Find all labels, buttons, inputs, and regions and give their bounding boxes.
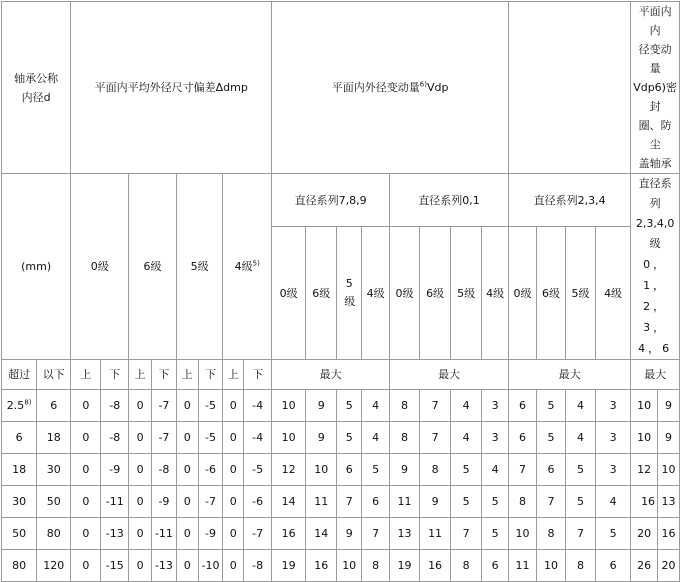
grade-6-header: 6级 <box>129 174 177 360</box>
sealed-cell: 9 <box>658 422 680 454</box>
dev-cell: 0 <box>71 486 101 518</box>
vdp-cell: 4 <box>482 454 509 486</box>
dev-cell: -8 <box>244 550 272 582</box>
grade-0-lower: 下 <box>101 360 129 390</box>
vdp-cell: 10 <box>537 550 566 582</box>
vdp-cell: 10 <box>306 454 337 486</box>
vdp-cell: 7 <box>509 454 537 486</box>
sealed-series-header: 直径系列 2,3,4,0级 0，1，2， 3，4，6 <box>631 174 680 360</box>
dev-cell: 0 <box>176 550 198 582</box>
unit-cell: (mm) <box>2 174 71 360</box>
vdp-cell: 5 <box>451 486 482 518</box>
vdp-cell: 19 <box>390 550 420 582</box>
vdp-01-grade-4: 4级 <box>482 227 509 360</box>
upto-cell: 120 <box>37 550 71 582</box>
vdp-cell: 14 <box>272 486 306 518</box>
vdp-cell: 4 <box>362 390 390 422</box>
vdp-cell: 11 <box>390 486 420 518</box>
vdp-cell: 8 <box>390 390 420 422</box>
vdp-234-grade-5: 5级 <box>565 227 595 360</box>
vdp-cell: 19 <box>272 550 306 582</box>
dev-cell: 0 <box>176 486 198 518</box>
sealed-cell: 20 <box>631 518 658 550</box>
vdp-cell: 4 <box>565 422 595 454</box>
vdp-cell: 6 <box>482 550 509 582</box>
dev-cell: -5 <box>244 454 272 486</box>
dev-cell: 0 <box>129 390 152 422</box>
dev-cell: -7 <box>152 422 177 454</box>
dev-cell: -11 <box>152 518 177 550</box>
dev-cell: -9 <box>101 454 129 486</box>
dev-cell: -5 <box>198 422 223 454</box>
grade-0-upper: 上 <box>71 360 101 390</box>
vdp-cell: 16 <box>420 550 451 582</box>
vdp-cell: 5 <box>537 390 566 422</box>
vdp-cell: 7 <box>420 390 451 422</box>
upto-header: 以下 <box>37 360 71 390</box>
vdp-cell: 7 <box>565 518 595 550</box>
vdp-header: 平面内外径变动量$^{6)}$Vdp <box>272 2 509 174</box>
vdp-cell: 7 <box>337 486 362 518</box>
sealed-cell: 9 <box>658 390 680 422</box>
vdp-cell: 8 <box>451 550 482 582</box>
vdp-cell: 12 <box>272 454 306 486</box>
table-row <box>2 390 680 422</box>
grade-5-header: 5级 <box>176 174 223 360</box>
dev-cell: 0 <box>71 390 101 422</box>
vdp-cell: 5 <box>482 486 509 518</box>
table-row <box>2 454 680 486</box>
vdp-789-grade-4: 4级 <box>362 227 390 360</box>
vdp-cell: 4 <box>362 422 390 454</box>
bore-label-line2: 内径d <box>21 90 51 104</box>
header-row-1 <box>2 2 680 174</box>
vdp-cell: 3 <box>595 422 630 454</box>
dev-cell: 0 <box>223 486 244 518</box>
header-row-4 <box>2 360 680 390</box>
vdp-cell: 8 <box>390 422 420 454</box>
dev-cell: 0 <box>176 390 198 422</box>
vdp-01-grade-5: 5级 <box>451 227 482 360</box>
vdp-cell: 7 <box>362 518 390 550</box>
vdp-cell: 9 <box>306 390 337 422</box>
vdp-cell: 6 <box>337 454 362 486</box>
sealed-cell: 20 <box>658 550 680 582</box>
table-row <box>2 422 680 454</box>
dev-cell: 0 <box>176 422 198 454</box>
vdp-cell: 8 <box>537 518 566 550</box>
grade-4-header: 4级$^{5)}$ <box>223 174 272 360</box>
bore-label-line1: 轴承公称 <box>14 71 59 85</box>
dev-cell: -9 <box>198 518 223 550</box>
upto-cell: 80 <box>37 518 71 550</box>
sealed-cell: 10 <box>631 422 658 454</box>
dev-cell: -4 <box>244 422 272 454</box>
grade-5-lower: 下 <box>198 360 223 390</box>
vdp-cell: 7 <box>537 486 566 518</box>
vdp-cell: 6 <box>509 390 537 422</box>
over-cell: 6 <box>2 422 37 454</box>
vdp-cell: 5 <box>537 422 566 454</box>
grade-5-upper: 上 <box>176 360 198 390</box>
table-row <box>2 486 680 518</box>
vdp-cell: 4 <box>451 422 482 454</box>
dev-cell: 0 <box>129 422 152 454</box>
max-234: 最大 <box>509 360 631 390</box>
upto-cell: 18 <box>37 422 71 454</box>
dev-cell: 0 <box>129 518 152 550</box>
vdp-cell: 9 <box>306 422 337 454</box>
upto-cell: 50 <box>37 486 71 518</box>
vdp-cell: 4 <box>595 486 630 518</box>
tolerance-table <box>1 1 680 582</box>
vdp-cell: 9 <box>337 518 362 550</box>
sealed-cell: 10 <box>631 390 658 422</box>
dev-cell: 0 <box>129 550 152 582</box>
vdp-cell: 6 <box>595 550 630 582</box>
vdp-cell: 5 <box>482 518 509 550</box>
vdp-789-grade-5: 5 级 <box>337 227 362 360</box>
vdp-cell: 10 <box>272 390 306 422</box>
dev-cell: 0 <box>223 550 244 582</box>
dev-cell: -4 <box>244 390 272 422</box>
dev-cell: 0 <box>71 454 101 486</box>
dev-cell: -10 <box>198 550 223 582</box>
series-234-header: 直径系列2,3,4 <box>509 174 631 227</box>
dev-cell: 0 <box>71 550 101 582</box>
grade-0-header: 0级 <box>71 174 129 360</box>
vdp-cell: 3 <box>482 390 509 422</box>
vdp-234-grade-0: 0级 <box>509 227 537 360</box>
vdp-cell: 3 <box>595 454 630 486</box>
dev-cell: -13 <box>152 550 177 582</box>
sealed-cell: 12 <box>631 454 658 486</box>
vdp-cell: 10 <box>337 550 362 582</box>
bore-diameter-header <box>2 2 71 174</box>
grade-6-upper: 上 <box>129 360 152 390</box>
max-789: 最大 <box>272 360 390 390</box>
vdp-cell: 5 <box>337 422 362 454</box>
vdp-cell: 9 <box>420 486 451 518</box>
dev-cell: -7 <box>244 518 272 550</box>
over-header: 超过 <box>2 360 37 390</box>
vdp-cell: 4 <box>451 390 482 422</box>
footnote-8: 8) <box>24 398 32 407</box>
dev-cell: 0 <box>71 518 101 550</box>
grade-4-upper: 上 <box>223 360 244 390</box>
series-789-header: 直径系列7,8,9 <box>272 174 390 227</box>
table-row <box>2 518 680 550</box>
dev-cell: -15 <box>101 550 129 582</box>
upto-cell: 30 <box>37 454 71 486</box>
vdp-cell: 5 <box>565 486 595 518</box>
dev-cell: 0 <box>176 454 198 486</box>
max-01: 最大 <box>390 360 509 390</box>
dev-cell: -5 <box>198 390 223 422</box>
sealed-vdp-header: 平面内内 径变动量 Vdp6)密封 圈、防尘 盖轴承 <box>631 2 680 174</box>
vdp-234-grade-4: 4级 <box>595 227 630 360</box>
vdp-cell: 6 <box>537 454 566 486</box>
dev-cell: 0 <box>223 390 244 422</box>
vdp-cell: 6 <box>362 486 390 518</box>
vdp-header-blank <box>509 2 631 174</box>
vdp-cell: 4 <box>565 390 595 422</box>
grade-6-lower: 下 <box>152 360 177 390</box>
dev-cell: 0 <box>223 518 244 550</box>
over-cell: 50 <box>2 518 37 550</box>
dev-cell: 0 <box>129 454 152 486</box>
sealed-cell: 13 <box>658 486 680 518</box>
over-cell: 80 <box>2 550 37 582</box>
dev-cell: 0 <box>223 422 244 454</box>
vdp-01-grade-0: 0级 <box>390 227 420 360</box>
vdp-789-grade-0: 0级 <box>272 227 306 360</box>
dev-cell: -8 <box>101 422 129 454</box>
series-01-header: 直径系列0,1 <box>390 174 509 227</box>
dev-cell: 0 <box>176 518 198 550</box>
vdp-cell: 5 <box>595 518 630 550</box>
over-cell: 30 <box>2 486 37 518</box>
table-row <box>2 550 680 582</box>
vdp-234-grade-6: 6级 <box>537 227 566 360</box>
over-cell: 18 <box>2 454 37 486</box>
max-sealed: 最大 <box>631 360 680 390</box>
dev-cell: -6 <box>198 454 223 486</box>
vdp-cell: 11 <box>509 550 537 582</box>
upto-cell: 6 <box>37 390 71 422</box>
sealed-cell: 10 <box>658 454 680 486</box>
vdp-cell: 3 <box>595 390 630 422</box>
vdp-cell: 16 <box>272 518 306 550</box>
dev-cell: 0 <box>223 454 244 486</box>
vdp-cell: 8 <box>565 550 595 582</box>
sealed-cell: 26 <box>631 550 658 582</box>
vdp-cell: 3 <box>482 422 509 454</box>
vdp-cell: 7 <box>420 422 451 454</box>
vdp-cell: 13 <box>390 518 420 550</box>
vdp-01-grade-6: 6级 <box>420 227 451 360</box>
sealed-cell: 16 <box>658 518 680 550</box>
vdp-footnote: 6) <box>419 80 427 89</box>
dev-cell: -6 <box>244 486 272 518</box>
vdp-cell: 8 <box>362 550 390 582</box>
vdp-cell: 5 <box>337 390 362 422</box>
sealed-cell: 16 <box>631 486 658 518</box>
vdp-cell: 10 <box>509 518 537 550</box>
vdp-cell: 16 <box>306 550 337 582</box>
vdp-cell: 10 <box>272 422 306 454</box>
dev-cell: -13 <box>101 518 129 550</box>
dev-cell: -11 <box>101 486 129 518</box>
vdp-cell: 9 <box>390 454 420 486</box>
vdp-cell: 5 <box>451 454 482 486</box>
vdp-cell: 6 <box>509 422 537 454</box>
vdp-cell: 14 <box>306 518 337 550</box>
vdp-cell: 11 <box>306 486 337 518</box>
vdp-cell: 11 <box>420 518 451 550</box>
vdp-789-grade-6: 6级 <box>306 227 337 360</box>
dev-cell: -8 <box>101 390 129 422</box>
dev-cell: -9 <box>152 486 177 518</box>
dmp-header: 平面内平均外径尺寸偏差Δdmp <box>71 2 272 174</box>
dev-cell: 0 <box>71 422 101 454</box>
dev-cell: -7 <box>152 390 177 422</box>
vdp-cell: 5 <box>362 454 390 486</box>
header-row-2 <box>2 174 680 227</box>
vdp-cell: 8 <box>420 454 451 486</box>
vdp-cell: 8 <box>509 486 537 518</box>
grade-4-lower: 下 <box>244 360 272 390</box>
over-cell: 2.5$^{8)}$ <box>2 390 37 422</box>
vdp-cell: 7 <box>451 518 482 550</box>
vdp-cell: 5 <box>565 454 595 486</box>
dev-cell: 0 <box>129 486 152 518</box>
dev-cell: -7 <box>198 486 223 518</box>
dev-cell: -8 <box>152 454 177 486</box>
